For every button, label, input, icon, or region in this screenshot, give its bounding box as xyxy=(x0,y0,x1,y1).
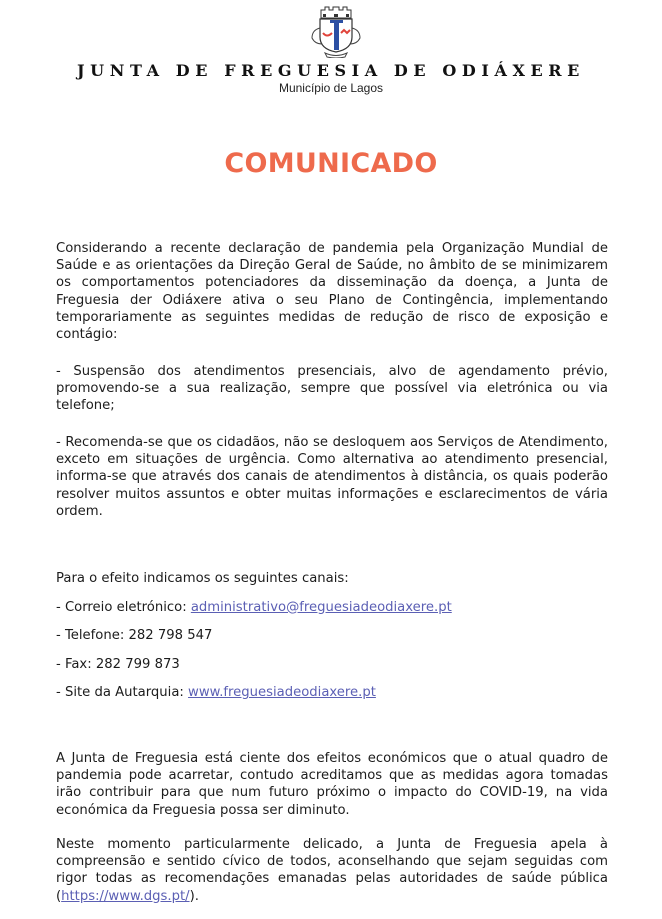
channels-intro: Para o efeito indicamos os seguintes canais: xyxy=(56,571,349,586)
contact-channels xyxy=(56,570,608,713)
closing-text: Neste momento particularmente delicado, a Junta de Freguesia apela à compreensão e sentido cívico de todos, aconselhando que sejam seguidas com rigor todas as recomendações emanadas pelas autoridades de saúde pública ( xyxy=(56,837,608,904)
economic-text: A Junta de Freguesia está ciente dos efeitos económicos que o atual quadro de pandemia pode acarretar, contudo acreditamos que as medidas agora tomadas irão contribuir para que num futuro próximo o impacto do COVID-19, na vida económica da Freguesia possa ser diminuto. xyxy=(56,751,608,818)
website-channel xyxy=(56,684,608,713)
measure-item-1 xyxy=(56,363,608,415)
dgs-link[interactable]: https://www.dgs.pt/ xyxy=(61,888,190,904)
website-link[interactable]: www.freguesiadeodiaxere.pt xyxy=(188,685,376,701)
document-title: COMUNICADO xyxy=(224,148,438,179)
email-channel xyxy=(56,599,608,628)
closing-end: ). xyxy=(189,888,199,904)
measure-text-2: - Recomenda-se que os cidadãos, não se desloquem aos Serviços de Atendimento, exceto em situações de urgência. Como alternativa ao atendimento presencial, informa-se que através dos canais de atendimentos à distância, os quais poderão resolver muitos assuntos e obter muitas informações e esclarecimentos de vária ordem. xyxy=(56,435,608,519)
email-link[interactable]: administrativo@freguesiadeodiaxere.pt xyxy=(190,599,452,615)
closing-text-wrapper xyxy=(56,836,608,905)
measure-item-2 xyxy=(56,434,608,520)
municipality-name: Município de Lagos xyxy=(278,81,384,95)
intro-paragraph xyxy=(56,240,608,343)
website-label: - Site da Autarquia: xyxy=(56,685,189,701)
organization-name: JUNTA DE FREGUESIA DE ODIÁXERE xyxy=(77,61,585,80)
economic-paragraph xyxy=(56,750,608,819)
measure-text-1: - Suspensão dos atendimentos presenciais, alvo de agendamento prévio, promovendo-se a sua realização, sempre que possível via eletrónica ou via telefone; xyxy=(56,364,608,414)
intro-text: Considerando a recente declaração de pandemia pela Organização Mundial de Saúde e as orientações da Direção Geral de Saúde, no âmbito de se minimizarem os comportamentos potenciadores da disseminação da doença, a Junta de Freguesia der Odiáxere ativa o seu Plano de Contingência, implementando temporariamente as seguintes medidas de redução de risco de exposição e contágio: xyxy=(56,241,608,343)
phone-channel: - Telefone: 282 798 547 xyxy=(56,628,213,644)
closing-paragraph xyxy=(56,836,608,905)
email-label: - Correio eletrónico: xyxy=(56,599,191,615)
fax-channel: - Fax: 282 799 873 xyxy=(56,656,180,672)
coat-of-arms-icon xyxy=(307,6,365,58)
